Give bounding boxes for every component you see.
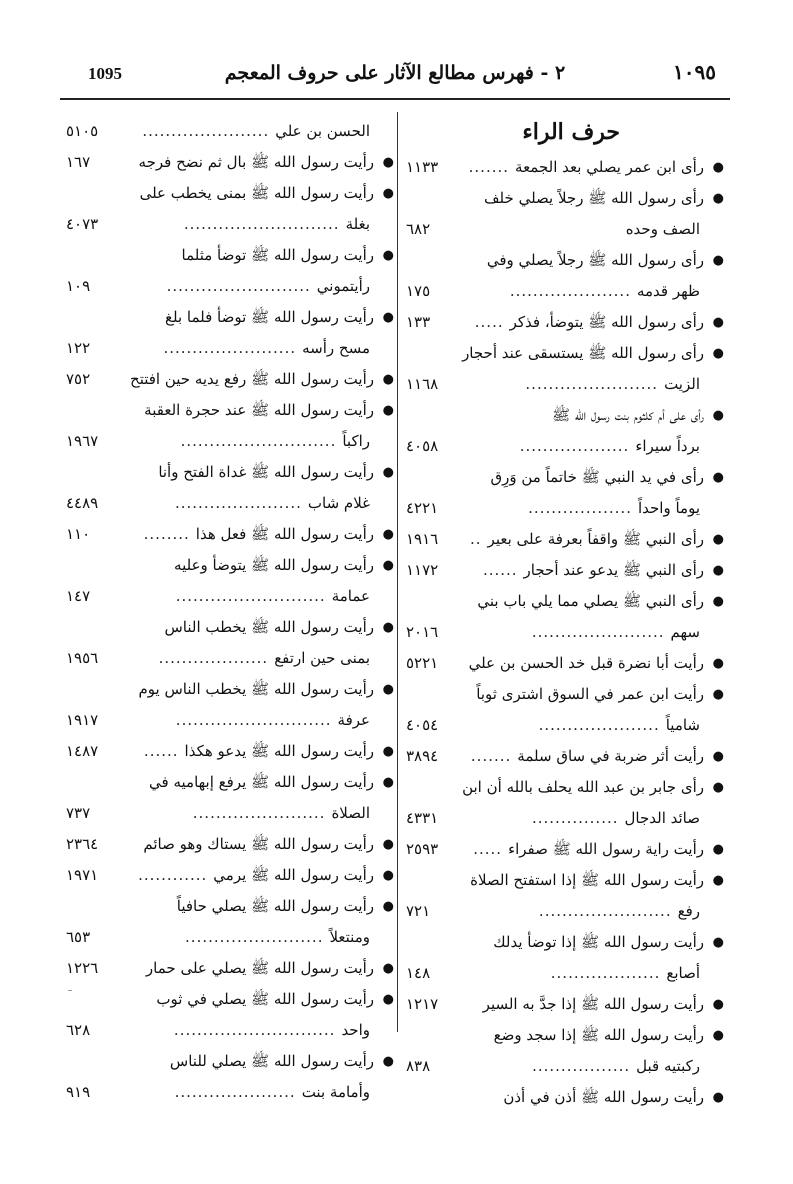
entry-number: ١٩٦٧ — [66, 432, 99, 450]
index-entry-line — [402, 865, 730, 896]
bullet-icon: ● — [382, 527, 394, 542]
bullet-icon: ● — [712, 687, 724, 702]
leader-dots: .................. — [528, 499, 632, 517]
index-entry-line — [402, 338, 730, 369]
index-entry-line — [62, 240, 394, 271]
entry-number: ١١٦٨ — [406, 375, 439, 393]
bullet-icon: ● — [712, 470, 724, 485]
entry-text: رأيت رسول الله ﷺ فعل هذا — [195, 525, 374, 543]
margin-mark — [68, 990, 72, 991]
entry-number: ٤٠٥٤ — [406, 716, 439, 734]
leader-dots: ....................... — [531, 623, 665, 641]
index-entry-line — [62, 922, 390, 953]
index-entry-line — [402, 958, 730, 989]
bullet-icon: ● — [382, 372, 394, 387]
leader-dots: ...... — [143, 742, 179, 760]
index-entry-line — [62, 953, 394, 984]
leader-dots: .......................... — [175, 587, 326, 605]
entry-number: ٤٠٥٨ — [406, 437, 439, 455]
entry-text: ركبتيه قبل — [636, 1057, 700, 1075]
index-entry-line — [62, 271, 390, 302]
entry-text: بمنى حين ارتفع — [274, 649, 370, 667]
bullet-icon: ● — [712, 315, 724, 330]
entry-text: رأيت رسول الله ﷺ يستاك وهو صائم — [143, 835, 374, 853]
entry-number: ١٧٥ — [406, 282, 431, 300]
bullet-icon: ● — [382, 961, 394, 976]
index-entry-line — [62, 829, 394, 860]
entry-number: ٦٥٣ — [66, 928, 91, 946]
bullet-icon: ● — [712, 997, 724, 1012]
entry-number: ٧٥٢ — [66, 370, 91, 388]
leader-dots: ....... — [468, 158, 510, 176]
entry-text: رأى رسول الله ﷺ رجلاً يصلي خلف — [484, 189, 704, 207]
entry-text: رأيت رسول الله ﷺ إذا جدَّ به السير — [482, 995, 704, 1013]
index-entry-line — [62, 767, 394, 798]
leader-dots: ....................... — [525, 375, 659, 393]
entry-text: رأيت رسول الله ﷺ يصلي حافياً — [176, 897, 374, 915]
entry-text: رأيت رسول الله ﷺ يرمي — [213, 866, 374, 884]
bullet-icon: ● — [382, 620, 394, 635]
bullet-icon: ● — [382, 837, 394, 852]
leader-dots: ..................... — [174, 1083, 296, 1101]
entry-number: ١٩٧١ — [66, 866, 99, 884]
bullet-icon: ● — [712, 532, 724, 547]
bullet-icon: ● — [382, 248, 394, 263]
entry-number: ٦٢٨ — [66, 1021, 91, 1039]
entry-text: برداً سيراء — [635, 437, 700, 455]
entry-number: ١٠٩ — [66, 277, 91, 295]
index-entry-line — [402, 896, 730, 927]
entry-text: الصف وحده — [625, 220, 700, 238]
bullet-icon: ● — [712, 749, 724, 764]
entry-number: ١٩٥٦ — [66, 649, 99, 667]
left-column — [62, 112, 394, 1108]
entry-number: ٤٠٧٣ — [66, 215, 99, 233]
index-entry-line — [62, 488, 390, 519]
section-heading: حرف الراء — [522, 119, 620, 145]
index-entry-line — [62, 395, 394, 426]
entry-text: شامياً — [665, 716, 700, 734]
entry-text: رأيت رسول الله ﷺ إذا توضأ يدلك — [493, 933, 704, 951]
index-entry-line — [402, 431, 730, 462]
index-entry-line — [402, 648, 730, 679]
entry-number: ٧٣٧ — [66, 804, 91, 822]
entry-text: غلام شاب — [307, 494, 370, 512]
index-entry-line — [62, 860, 394, 891]
bullet-icon: ● — [382, 310, 394, 325]
entry-text: رأى النبي ﷺ واقفاً بعرفة على بعير — [487, 530, 704, 548]
bullet-icon: ● — [382, 155, 394, 170]
entry-number: ٤٢٢١ — [406, 499, 439, 517]
entry-text: رأيت ابن عمر في السوق اشترى ثوباً — [476, 685, 704, 703]
index-entry-line — [62, 364, 394, 395]
index-entry-line — [62, 1015, 390, 1046]
leader-dots: ..................... — [509, 282, 631, 300]
index-entry-line — [402, 524, 730, 555]
entry-text: أصابع — [666, 964, 700, 982]
leader-dots: ........ — [143, 525, 190, 543]
bullet-icon: ● — [712, 191, 724, 206]
entry-text: راكباً — [342, 432, 370, 450]
index-entry-line — [402, 586, 730, 617]
index-entry-line — [62, 798, 390, 829]
leader-dots: ............ — [138, 866, 208, 884]
index-entry-line — [402, 741, 730, 772]
entry-text: رأيت رسول الله ﷺ يتوضأ وعليه — [174, 556, 374, 574]
entry-text: يوماً واحداً — [637, 499, 700, 517]
entry-text: رفع — [677, 902, 700, 920]
bullet-icon: ● — [712, 842, 724, 857]
entry-number: ٢٠١٦ — [406, 623, 439, 641]
entry-number: ٣٨٩٤ — [406, 747, 439, 765]
bullet-icon: ● — [382, 992, 394, 1007]
index-entry-line — [62, 426, 390, 457]
entry-text: رأى على أم كلثوم بنت رسول الله ﷺ — [552, 406, 704, 424]
bullet-icon: ● — [712, 1090, 724, 1105]
entry-number: ١٩١٦ — [406, 530, 439, 548]
leader-dots: ............... — [531, 809, 619, 827]
entry-text: بغلة — [345, 215, 370, 233]
leader-dots: ................... — [158, 649, 269, 667]
entry-text: رأيت رسول الله ﷺ إذا سجد وضع — [493, 1026, 704, 1044]
leader-dots: ............................ — [173, 1021, 336, 1039]
leader-dots: ........................ — [185, 928, 324, 946]
bullet-icon: ● — [382, 868, 394, 883]
index-entry-line — [62, 612, 394, 643]
index-entry-line — [62, 736, 394, 767]
entry-text: الحسن بن علي — [275, 122, 370, 140]
entry-text: رأيت راية رسول الله ﷺ صفراء — [508, 840, 704, 858]
entry-text: الزيت — [664, 375, 700, 393]
entry-text: رأيت رسول الله ﷺ غداة الفتح وأنا — [158, 463, 374, 481]
index-entry-line — [402, 927, 730, 958]
entry-text: رأيت رسول الله ﷺ يدعو هكذا — [184, 742, 374, 760]
index-entry-line — [402, 369, 730, 400]
index-entry-line — [402, 276, 730, 307]
entry-number: ٥١٠٥ — [66, 122, 99, 140]
index-entry-line — [62, 891, 394, 922]
entry-number: ١١٧٢ — [406, 561, 439, 579]
index-entry-line — [402, 1020, 730, 1051]
index-entry-line — [402, 183, 730, 214]
index-entry-line — [62, 705, 390, 736]
entry-text: عمامة — [331, 587, 370, 605]
bullet-icon: ● — [712, 1028, 724, 1043]
index-entry-line — [62, 1046, 394, 1077]
leader-dots: ......................... — [166, 277, 311, 295]
leader-dots: .. — [470, 530, 482, 548]
index-entry-line — [402, 834, 730, 865]
bullet-icon: ● — [712, 408, 724, 423]
entry-text: رأى في يد النبي ﷺ خاتماً من وَرِق — [490, 468, 704, 486]
entry-number: ١٢١٧ — [406, 995, 439, 1013]
entry-number: ١٤٨٧ — [66, 742, 99, 760]
entry-text: رأيت رسول الله ﷺ بمنى يخطب على — [139, 184, 374, 202]
index-entry-line — [62, 147, 394, 178]
entry-number: ١٦٧ — [66, 153, 91, 171]
index-entry-line — [402, 214, 730, 245]
index-entry-line — [402, 617, 730, 648]
index-entry-line — [402, 989, 730, 1020]
index-entry-line — [402, 152, 730, 183]
entry-number: ١٣٣ — [406, 313, 431, 331]
index-entry-line — [62, 333, 390, 364]
index-entry-line — [62, 519, 394, 550]
entry-text: رأيت رسول الله ﷺ عند حجرة العقبة — [144, 401, 374, 419]
bullet-icon: ● — [382, 1054, 394, 1069]
entry-text: رأيت رسول الله ﷺ يصلي في ثوب — [156, 990, 374, 1008]
leader-dots: ........................... — [183, 215, 340, 233]
entry-text: ظهر قدمه — [636, 282, 700, 300]
index-entry-line — [402, 1051, 730, 1082]
entry-text: صائد الدجال — [624, 809, 700, 827]
entry-text: الصلاة — [331, 804, 370, 822]
entry-text: رأيت رسول الله ﷺ يخطب الناس — [164, 618, 374, 636]
entry-number: ١٩١٧ — [66, 711, 99, 729]
index-entry-line — [62, 643, 390, 674]
bullet-icon: ● — [382, 558, 394, 573]
index-entry-line — [62, 178, 394, 209]
bullet-icon: ● — [712, 873, 724, 888]
index-entry-line — [62, 581, 390, 612]
leader-dots: ...... — [482, 561, 518, 579]
index-entry-line — [62, 984, 394, 1015]
bullet-icon: ● — [712, 346, 724, 361]
entry-text: رأيتموني — [316, 277, 370, 295]
index-entry-line — [402, 555, 730, 586]
page-title: ٢ - فهرس مطالع الآثار على حروف المعجم — [224, 62, 566, 84]
index-entry-line — [402, 493, 730, 524]
index-entry-line — [402, 400, 730, 431]
bullet-icon: ● — [382, 403, 394, 418]
index-entry-line — [402, 679, 730, 710]
leader-dots: ....... — [470, 747, 512, 765]
entry-text: رأيت أثر ضربة في ساق سلمة — [517, 747, 704, 765]
bullet-icon: ● — [712, 656, 724, 671]
index-entry-line — [62, 1077, 390, 1108]
index-entry-line — [402, 803, 730, 834]
leader-dots: ....................... — [163, 339, 297, 357]
index-entry-line — [402, 462, 730, 493]
index-entry-line — [62, 457, 394, 488]
entry-text: رأى جابر بن عبد الله يحلف بالله أن ابن — [462, 778, 704, 796]
bullet-icon: ● — [712, 253, 724, 268]
leader-dots: ..... — [473, 840, 503, 858]
entry-number: ٨٣٨ — [406, 1057, 431, 1075]
entry-text: رأيت رسول الله ﷺ إذا استفتح الصلاة — [470, 871, 704, 889]
leader-dots: ...................... — [174, 494, 302, 512]
leader-dots: ....................... — [538, 902, 672, 920]
entry-text: رأيت رسول الله ﷺ يرفع إبهاميه في — [149, 773, 374, 791]
index-entry-line — [62, 302, 394, 333]
entry-text: مسح رأسه — [302, 339, 370, 357]
entry-number: ٤٤٨٩ — [66, 494, 99, 512]
entry-number: ٥٢٢١ — [406, 654, 439, 672]
bullet-icon: ● — [382, 682, 394, 697]
leader-dots: ........................... — [175, 711, 332, 729]
leader-dots: ..................... — [538, 716, 660, 734]
right-column — [402, 112, 730, 1113]
index-entry-line — [402, 772, 730, 803]
entry-text: ومنتعلاً — [329, 928, 370, 946]
entry-text: وأمامة بنت — [301, 1083, 370, 1101]
entry-text: رأى ابن عمر يصلي بعد الجمعة — [515, 158, 704, 176]
index-entry-line — [402, 307, 730, 338]
entry-text: رأى النبي ﷺ يصلي مما يلي باب بني — [477, 592, 704, 610]
entry-number: ٦٨٢ — [406, 220, 431, 238]
bullet-icon: ● — [712, 594, 724, 609]
index-entry-line — [402, 710, 730, 741]
entry-number: ١٢٢ — [66, 339, 91, 357]
entry-text: رأيت رسول الله ﷺ أذن في أذن — [503, 1088, 704, 1106]
entry-number: ١٢٢٦ — [66, 959, 99, 977]
bullet-icon: ● — [382, 465, 394, 480]
entry-number: ١١٠ — [66, 525, 91, 543]
index-entry-line — [402, 245, 730, 276]
entry-text: عرفة — [337, 711, 370, 729]
entry-text: رأيت رسول الله ﷺ يصلي للناس — [169, 1052, 374, 1070]
page-header — [60, 58, 730, 100]
entry-number: ١١٣٣ — [406, 158, 439, 176]
entry-number: ٢٣٦٤ — [66, 835, 99, 853]
entry-number: ٢٥٩٣ — [406, 840, 439, 858]
bullet-icon: ● — [382, 186, 394, 201]
index-entry-line — [402, 1082, 730, 1113]
entry-text: رأى رسول الله ﷺ رجلاً يصلي وفي — [486, 251, 704, 269]
entry-text: واحد — [341, 1021, 370, 1039]
entry-text: رأى رسول الله ﷺ يستسقى عند أحجار — [462, 344, 704, 362]
entry-text: رأيت رسول الله ﷺ بال ثم نضح فرجه — [138, 153, 374, 171]
entry-number: ١٤٧ — [66, 587, 91, 605]
entry-text: رأى رسول الله ﷺ يتوضأ، فذكر — [509, 313, 704, 331]
page-number-arabic: ١٠٩٥ — [673, 60, 716, 84]
entry-text: سهم — [670, 623, 700, 641]
page-number-latin: 1095 — [88, 64, 122, 83]
entry-number: ٤٣٣١ — [406, 809, 439, 827]
bullet-icon: ● — [382, 899, 394, 914]
leader-dots: ....................... — [192, 804, 326, 822]
bullet-icon: ● — [712, 563, 724, 578]
leader-dots: ................... — [550, 964, 661, 982]
entry-text: رأيت رسول الله ﷺ توضأ فلما بلغ — [165, 308, 374, 326]
entry-number: ٩١٩ — [66, 1083, 91, 1101]
leader-dots: ................. — [532, 1057, 631, 1075]
leader-dots: ..... — [474, 313, 504, 331]
column-divider — [397, 112, 398, 1032]
bullet-icon: ● — [382, 775, 394, 790]
bullet-icon: ● — [382, 744, 394, 759]
index-entry-line — [62, 116, 390, 147]
entry-text: رأيت أبا نضرة قبل خد الحسن بن علي — [468, 654, 704, 672]
entry-text: رأيت رسول الله ﷺ توضأ مثلما — [181, 246, 374, 264]
index-entry-line — [62, 209, 390, 240]
leader-dots: ...................... — [142, 122, 270, 140]
bullet-icon: ● — [712, 935, 724, 950]
entry-text: رأيت رسول الله ﷺ يصلي على حمار — [145, 959, 374, 977]
index-entry-line — [62, 550, 394, 581]
leader-dots: ................... — [519, 437, 630, 455]
entry-text: رأيت رسول الله ﷺ يخطب الناس يوم — [138, 680, 374, 698]
leader-dots: ........................... — [180, 432, 337, 450]
entry-number: ١٤٨ — [406, 964, 431, 982]
bullet-icon: ● — [712, 780, 724, 795]
bullet-icon: ● — [712, 160, 724, 175]
entry-text: رأى النبي ﷺ يدعو عند أحجار — [523, 561, 704, 579]
entry-text: رأيت رسول الله ﷺ رفع يديه حين افتتح — [130, 370, 374, 388]
index-entry-line — [62, 674, 394, 705]
entry-number: ٧٢١ — [406, 902, 431, 920]
